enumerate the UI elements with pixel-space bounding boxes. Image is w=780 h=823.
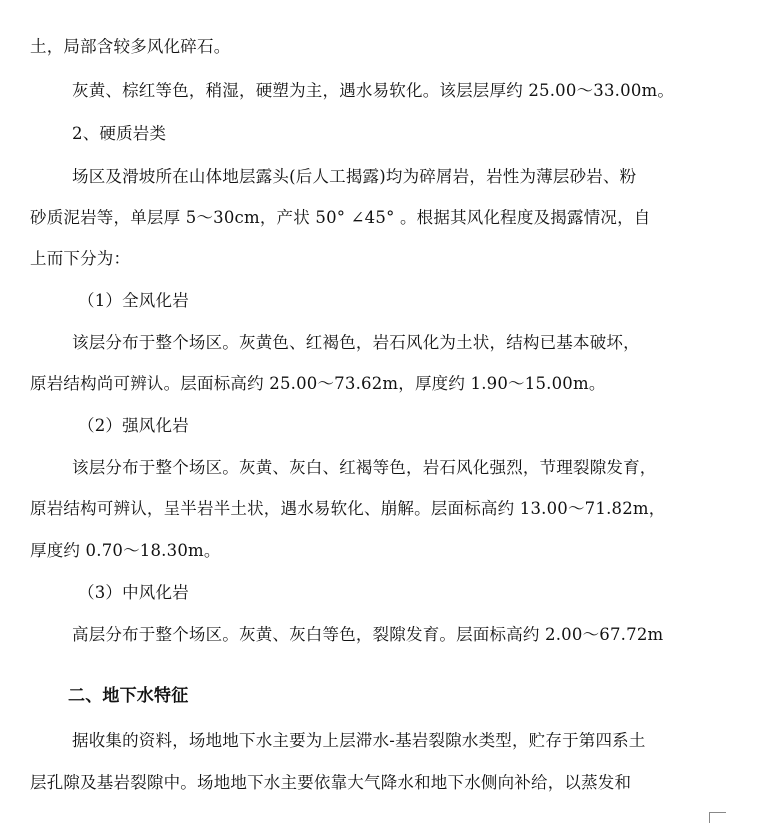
text-line: 原岩结构尚可辨认。层面标高约 25.00～73.62m，厚度约 1.90～15.00m。 xyxy=(30,374,606,393)
text-line: 据收集的资料，场地地下水主要为上层滞水-基岩裂隙水类型，贮存于第四系土 xyxy=(72,731,646,750)
text-line: 厚度约 0.70～18.30m。 xyxy=(30,541,221,560)
page-corner-mark xyxy=(709,812,726,823)
text-line: 原岩结构可辨认，呈半岩半土状，遇水易软化、崩解。层面标高约 13.00～71.82m， xyxy=(30,499,666,518)
text-line: 该层分布于整个场区。灰黄、灰白、红褐等色，岩石风化强烈，节理裂隙发育， xyxy=(72,458,657,477)
text-line: 场区及滑坡所在山体地层露头(后人工揭露)均为碎屑岩，岩性为薄层砂岩、粉 xyxy=(72,167,637,186)
text-line: 层孔隙及基岩裂隙中。场地地下水主要依靠大气降水和地下水侧向补给，以蒸发和 xyxy=(30,773,632,792)
section-subheading: 2、硬质岩类 xyxy=(72,124,167,143)
text-line: 砂质泥岩等，单层厚 5～30cm，产状 50° ∠45° 。根据其风化程度及揭露情况，自 xyxy=(30,208,651,227)
text-line: 该层分布于整个场区。灰黄色、红褐色，岩石风化为土状，结构已基本破坏， xyxy=(72,333,640,352)
text-line: 高层分布于整个场区。灰黄、灰白等色，裂隙发育。层面标高约 2.00～67.72m xyxy=(72,625,664,644)
text-line: 灰黄、棕红等色，稍湿，硬塑为主，遇水易软化。该层层厚约 25.00～33.00m。 xyxy=(72,81,675,100)
text-line: 土，局部含较多风化碎石。 xyxy=(30,37,231,56)
section-heading: 二、地下水特征 xyxy=(68,686,189,706)
list-heading: （2）强风化岩 xyxy=(78,416,189,435)
text-line: 上而下分为： xyxy=(30,249,131,268)
list-heading: （1）全风化岩 xyxy=(78,291,189,310)
list-heading: （3）中风化岩 xyxy=(78,583,189,602)
